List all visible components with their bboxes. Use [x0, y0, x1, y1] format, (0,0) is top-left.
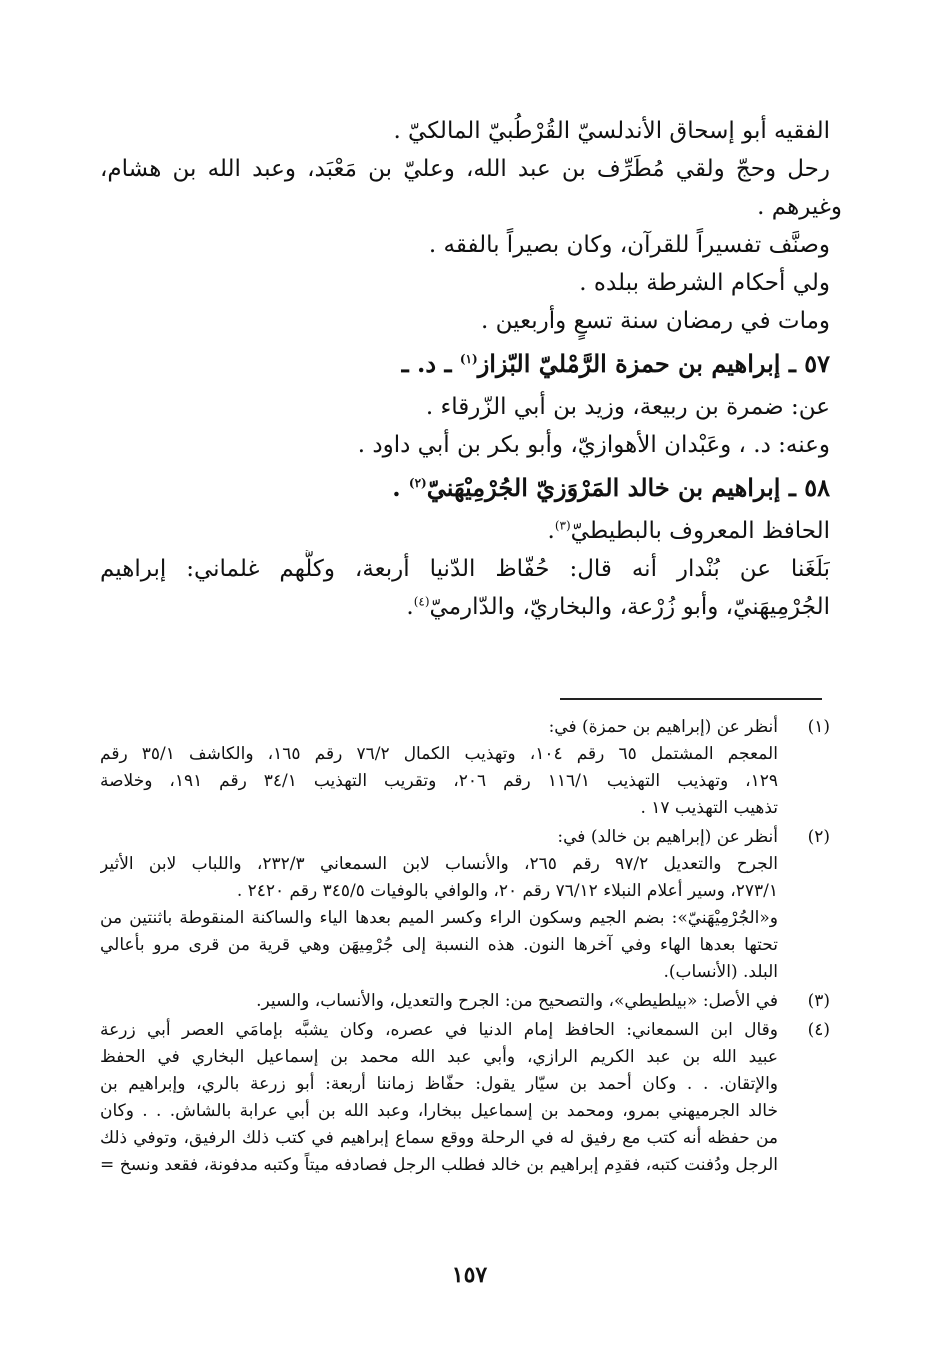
footnote-line: في الأصل: «بيلطيطي»، والتصحيح من: الجرح والتعديل، والأنساب، والسير.: [256, 991, 778, 1011]
entry-58-line: بَلَغَنا عن بُنْدار أنه قال: حُفّاظ الدّنيا أربعة، وكلُّهم غلماني: إبراهيم: [100, 556, 830, 582]
footnote-line: المعجم المشتمل ٦٥ رقم ١٠٤، وتهذيب الكمال ٧٦/٢ رقم ١٦٥، والكاشف ٣٥/١ رقم: [100, 744, 778, 764]
text-line: وصنَّف تفسيراً للقرآن، وكان بصيراً بالفقه .: [428, 232, 830, 258]
footnote-line: ٢٧٣/١، وسير أعلام النبلاء ٧٦/١٢ رقم ٢٠، والوافي بالوفيات ٣٤٥/٥ رقم ٢٤٢٠ .: [236, 881, 778, 901]
entry-57-title: ٥٧ ـ إبراهيم بن حمزة الرَّمْليّ البّزاز: [477, 349, 830, 378]
main-text: [100, 112, 842, 626]
footnote-number: (٣): [807, 991, 830, 1011]
entry-58-suffix: .: [392, 473, 401, 502]
entry-57-heading: [100, 340, 830, 388]
footnote-line: من حفظه أنه كتب مع رفيق له في الرحلة ووقع سماع إبراهيم في كتب ذلك الرفيق، وتوفي ذلك: [100, 1128, 778, 1148]
entry-57-suffix: ـ د. ـ: [401, 349, 452, 378]
page-number: ١٥٧: [451, 1262, 488, 1288]
footnote-line: وقال ابن السمعاني: الحافظ إمام الدنيا في عصره، وكان يشبَّه بإمامَي العصر أبي زرعة: [100, 1020, 778, 1040]
entry-58-text: الحافظ المعروف بالبطيطيّ: [570, 518, 830, 544]
footnote-line: خالد الجرميهني بمرو، ومحمد بن إسماعيل ببخارا، وعبد الله بن أبي عرابة بالشاش. . . وكان: [100, 1101, 778, 1121]
text-line: ومات في رمضان سنة تسعٍ وأربعين .: [481, 308, 830, 334]
text-line: رحل وحجّ ولقي مُطَرِّف بن عبد الله، وعليّ بن مَعْبَد، وعبد الله بن هشام،: [100, 156, 830, 182]
footnote-line: ١٢٩، وتهذيب التهذيب ١١٦/١ رقم ٢٠٦، وتقريب التهذيب ٣٤/١ رقم ١٩١، وخلاصة: [100, 771, 778, 791]
footnote-line: الجرح والتعديل ٩٧/٢ رقم ٢٦٥، والأنساب لابن السمعاني ٢٣٢/٣، واللباب لابن الأثير: [100, 854, 778, 874]
entry-58-text: الجُرْمِيهَنيّ، وأبو زُرْعة، والبخاريّ، والدّارميّ: [429, 594, 830, 620]
text-line: وغيرهم .: [757, 194, 842, 220]
footnote-3: [100, 988, 830, 1015]
footnote-line: عبيد الله بن عبد الكريم الرازي، وأبي عبد الله محمد بن إسماعيل البخاري في الحفظ: [100, 1047, 778, 1067]
footnote-number: (٢): [807, 827, 830, 847]
footnote-line: البلد. (الأنساب).: [663, 962, 778, 982]
footnote-line: تحتها بعدها الهاء وفي آخرها النون. هذه النسبة إلى جُرْمِيهَن وهي قرية من قرى مرو بأعالي: [100, 935, 778, 955]
text-line: الفقيه أبو إسحاق الأندلسيّ القُرْطُبيّ المالكيّ .: [393, 118, 830, 144]
entry-58-heading: [100, 464, 830, 512]
footnote-line: والإتقان. . . وكان أحمد بن سيّار يقول: حفّاظ زماننا أربعة: أبو زرعة بالري، وإبراهيم بن: [100, 1074, 778, 1094]
footnote-line: أنظر عن (إبراهيم بن حمزة) في:: [548, 717, 778, 737]
entry-57-teachers: عن: ضمرة بن ربيعة، وزيد بن أبي الزّرقاء .: [425, 394, 830, 420]
footnote-line: الرجل ودُفنت كتبه، فقدِم إبراهيم بن خالد فطلب الرجل فصادفه ميتاً وكتبه مدفونة، فقعد ونسخ =: [100, 1155, 778, 1175]
footnote-ref: (٣): [554, 518, 571, 533]
footnote-1: [100, 714, 830, 822]
punctuation: .: [406, 594, 414, 620]
footnote-divider: [560, 698, 822, 700]
footnote-ref: (١): [459, 352, 478, 366]
footnote-2: [100, 824, 830, 986]
footnote-4: [100, 1017, 830, 1179]
text-line: ولي أحكام الشرطة ببلده .: [579, 270, 830, 296]
footnote-ref: (٤): [413, 594, 430, 609]
entry-58-line: [100, 588, 830, 626]
footnote-number: (٤): [807, 1020, 830, 1040]
footnote-line: تذهيب التهذيب ١٧ .: [640, 798, 778, 818]
footnote-line: و«الجُرْمِيْهَنيّ»: بضم الجيم وسكون الراء وكسر الميم بعدها الياء والساكنة المنقوطة باثنتين من: [100, 908, 778, 928]
entry-58-line: [100, 512, 830, 550]
entry-58-title: ٥٨ ـ إبراهيم بن خالد المَرْوَزيّ الجُرْمِيْهَنيّ: [426, 473, 830, 502]
footnotes: [100, 714, 830, 1181]
footnote-number: (١): [807, 717, 830, 737]
entry-57-students: وعنه: د. ، وعَبْدان الأهوازيّ، وأبو بكر بن أبي داود .: [357, 432, 830, 458]
punctuation: .: [547, 518, 555, 544]
footnote-line: أنظر عن (إبراهيم بن خالد) في:: [557, 827, 778, 847]
footnote-ref: (٢): [408, 476, 427, 490]
